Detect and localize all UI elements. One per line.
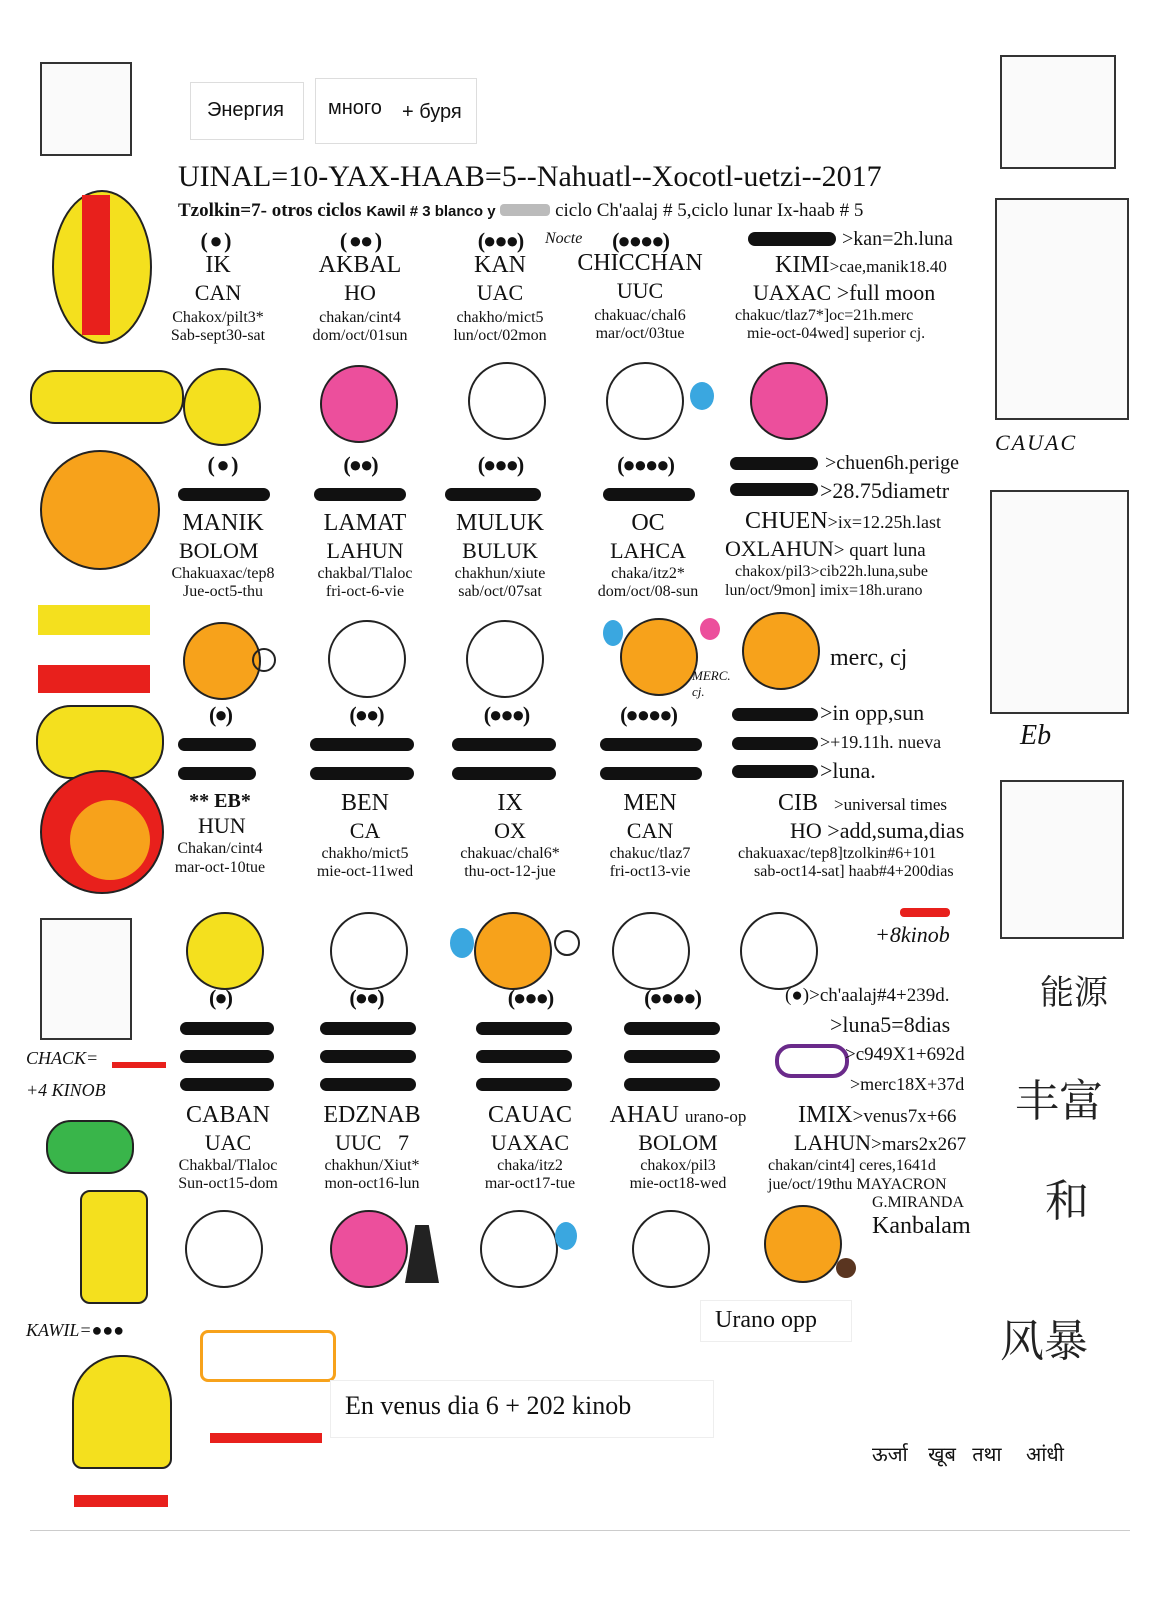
cjk-and: 和 [1045,1176,1089,1227]
yellow-bar-icon [38,605,150,635]
bar [180,1078,274,1091]
bar [600,767,702,780]
dots: (●●●●) [612,228,668,253]
day-cell: AKBAL HO chakan/cint4 dom/oct/01sun [312,252,408,345]
caban-glyph-icon [185,1210,263,1288]
red-stripe-icon [82,195,110,335]
bar [445,488,541,501]
bar [178,767,256,780]
bar [732,737,818,750]
red-orange-glyph-inner [70,800,150,880]
day-cell: CIB >universal times HO >add,suma,dias chakuaxac/tep8]tzolkin#6+101 sab-oct14-sat] haab#4+200dias [738,790,965,881]
note: >28.75diametr [820,478,950,503]
eb-glyph-icon [186,912,264,990]
bar [320,1022,416,1035]
side-label-eb: Eb [1020,720,1052,751]
note: >in opp,sun [820,700,925,725]
note: (●)>ch'aalaj#4+239d. [785,985,950,1006]
orange-head-glyph-image [40,450,160,570]
manik-glyph-icon [183,622,261,700]
note: >chuen6h.perige [825,452,960,474]
small-ring-icon [252,648,276,672]
nocte-note: Nocte [545,230,583,247]
note: >kan=2h.luna [842,228,953,250]
hindi-words: ऊर्जा खूब तथा आंधी [872,1442,1064,1466]
tag-energy: Энергия [190,82,304,140]
dots: (●●) [349,702,383,727]
bar [732,765,818,778]
chicchan-glyph-icon [606,362,684,440]
kimi-glyph-icon [750,362,828,440]
day-cell: KIMI>cae,manik18.40 UAXAC >full moon chakuc/tlaz7*]oc=21h.merc mie-oct-04wed] superior cj. [735,252,947,343]
yellow-figure-glyph-image [80,1190,148,1304]
bar [452,767,556,780]
dots: (●●●) [477,228,523,253]
dots: ( ● ) [200,228,230,253]
cjk-rich: 丰富 [1015,1076,1103,1127]
merc-annotation: MERC. cj. [692,668,731,699]
side-label-kinob: +4 KINOB [26,1080,106,1100]
day-cell: EDZNAB UUC 7 chakhun/Xiut* mon-oct16-lun [323,1102,421,1193]
cib-glyph-icon [740,912,818,990]
bar [310,738,414,751]
note: >merc18X+37d [850,1074,965,1094]
dots: (●) [209,985,231,1010]
oc-glyph-icon [620,618,698,696]
dots: (●) [209,702,231,727]
note: >+19.11h. nueva [820,732,942,752]
men-glyph-icon [612,912,690,990]
dots: (●●●●) [617,452,673,477]
bar [732,708,818,721]
bar [476,1050,572,1063]
chuen-glyph-icon [742,612,820,690]
bar [600,738,702,751]
note: >luna. [820,758,876,783]
bar [452,738,556,751]
green-pink-glyph-image [46,1120,134,1174]
bar [178,488,270,501]
muluk-glyph-icon [466,620,544,698]
bar [730,483,818,496]
bar [310,767,414,780]
orange-crown-glyph-image [200,1330,336,1382]
stone-glyph-image [40,918,132,1040]
day-cell: IMIX>venus7x+66 LAHUN>mars2x267 chakan/cint4] ceres,1641d jue/oct/19thu MAYACRON G.MIRANDA Kanbalam [768,1102,971,1239]
urano-opp-box: Urano opp [700,1300,852,1342]
side-label-kawil: KAWIL=●●● [26,1320,125,1340]
venus-note-box: En venus dia 6 + 202 kinob [330,1380,714,1438]
day-cell: MULUK BULUK chakhun/xiute sab/oct/07sat [454,510,546,601]
codex-figure-image [995,198,1129,420]
bar [730,457,818,470]
day-cell: BEN CA chakho/mict5 mie-oct-11wed [316,790,414,881]
imix-glyph-icon [764,1205,842,1283]
red-dots-bar-icon [210,1405,322,1443]
ben-glyph-icon [330,912,408,990]
cauac-glyph-icon [480,1210,558,1288]
pink-dot-icon [700,618,720,640]
bar [320,1078,416,1091]
page-title: UINAL=10-YAX-HAAB=5--Nahuatl--Xocotl-uetzi--2017 [178,160,882,193]
brown-dot-icon [836,1258,856,1278]
day-cell: CABAN UAC Chakbal/Tlaloc Sun-oct15-dom [178,1102,278,1193]
ix-glyph-icon [474,912,552,990]
purple-oval-icon [775,1044,849,1078]
day-cell: LAMAT LAHUN chakbal/Tlaloc fri-oct-6-vie [317,510,413,601]
stone-glyph-right-image [1000,780,1124,939]
maya-glyph-top-left-image [40,62,132,156]
side-label-cauac: CAUAC [995,430,1078,455]
blue-dot-icon [450,928,474,958]
codex-dancer-image [990,490,1129,714]
bar [314,488,406,501]
red-bar-icon [38,665,150,693]
day-cell: ** EB* HUN Chakan/cint4 mar-oct-10tue [174,790,266,876]
day-cell: CHICCHAN UUC chakuac/chal6 mar/oct/03tue [577,250,703,343]
tag-storm: много + буря [315,78,477,144]
bar [476,1078,572,1091]
bar [476,1022,572,1035]
page-subtitle: Tzolkin=7- otros ciclos Kawil # 3 blanco y ciclo Ch'aalaj # 5,ciclo lunar Ix-haab # 5 [178,200,864,221]
dots: (●●●●) [644,985,700,1010]
maya-glyph-top-right-image [1000,55,1116,169]
day-cell: IX OX chakuac/chal6* thu-oct-12-jue [460,790,560,881]
red-line-icon [74,1495,168,1507]
bar [603,488,695,501]
akbal-glyph-icon [320,365,398,443]
ik-glyph-icon [183,368,261,446]
dots: (●●●) [477,452,523,477]
blue-dot-icon [555,1222,577,1250]
small-ring-icon [554,930,580,956]
cjk-storm: 风暴 [1000,1316,1088,1367]
dots: ( ● ) [207,452,237,477]
day-cell: CHUEN>ix=12.25h.last OXLAHUN> quart luna chakox/pil3>cib22h.luna,sube lun/oct/9mon] imix=18h.urano [725,508,941,599]
bar [748,232,836,246]
page-bottom-line [30,1530,1130,1531]
day-cell: IK CAN Chakox/pilt3* Sab-sept30-sat [170,252,266,345]
side-label-chack: CHACK= [26,1048,99,1068]
note: merc, cj [830,645,908,671]
note: >luna5=8dias [830,1012,951,1037]
blue-dot-icon [603,620,623,646]
scribble-icon [500,204,550,216]
bar [320,1050,416,1063]
dots: (●●) [343,452,377,477]
red-dots-icon [112,1040,166,1068]
blue-dot-icon [690,382,714,410]
bar [624,1022,720,1035]
day-cell: OC LAHCA chaka/itz2* dom/oct/08-sun [597,510,699,601]
lamat-glyph-icon [328,620,406,698]
day-cell: MEN CAN chakuc/tlaz7 fri-oct13-vie [609,790,691,881]
note: >c949X1+692d [845,1044,965,1065]
cjk-energy: 能源 [1040,973,1108,1013]
day-cell: CAUAC UAXAC chaka/itz2 mar-oct17-tue [484,1102,576,1193]
dots: ( ●● ) [339,228,381,253]
day-cell: MANIK BOLOM Chakuaxac/tep8 Jue-oct5-thu [171,510,275,601]
flower-glyph-image [36,705,164,779]
bar [180,1022,274,1035]
dots: (●●●) [507,985,553,1010]
obsidian-blade-icon [405,1225,439,1283]
yellow-head-glyph-image [72,1355,172,1469]
butterfly-glyph-image [30,370,184,424]
bar [180,1050,274,1063]
note: +8kinob [875,922,950,947]
ahau-glyph-icon [632,1210,710,1288]
dots: (●●) [349,985,383,1010]
dots: (●●●) [483,702,529,727]
dots: (●●●●) [620,702,676,727]
day-cell: KAN UAC chakho/mict5 lun/oct/02mon [453,252,547,345]
edznab-glyph-icon [330,1210,408,1288]
bar [624,1050,720,1063]
red-dash-icon [900,908,950,917]
bar [624,1078,720,1091]
bar [178,738,256,751]
kan-glyph-icon [468,362,546,440]
day-cell: AHAU urano-op BOLOM chakox/pil3 mie-oct18-wed [609,1102,747,1193]
